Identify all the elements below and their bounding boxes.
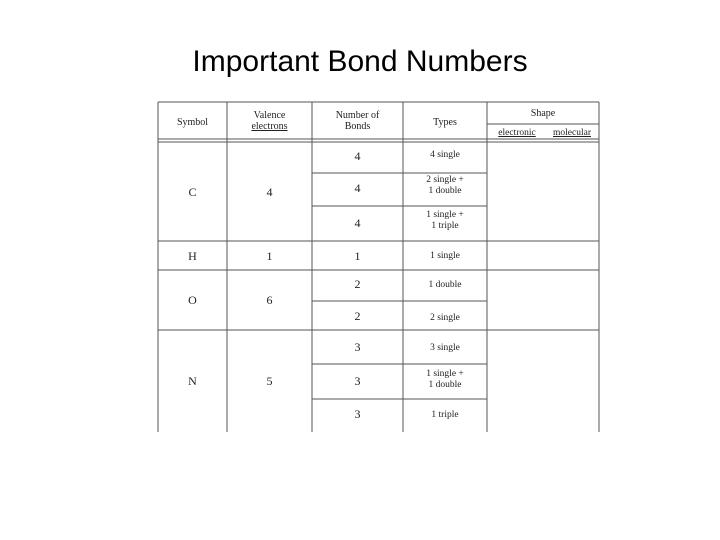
types-cell [403,175,487,197]
bonds-cell: 2 [354,277,361,291]
types-line1: 1 double [428,280,462,290]
symbol-cell-n: N [188,374,197,388]
bonds-cell: 3 [354,374,361,388]
types-line2: 1 double [428,380,462,390]
types-cell [403,410,487,421]
types-cell [403,251,487,262]
bonds-cell: 4 [354,149,361,163]
page-title: Important Bond Numbers [192,45,528,78]
types-line2: 1 triple [431,221,459,231]
types-cell [403,313,487,324]
types-cell [403,210,487,232]
bonds-cell: 3 [354,407,361,421]
header-shape-molecular: molecular [553,128,591,138]
header-bonds-line2: Bonds [344,121,371,132]
types-line1: 2 single [430,313,460,323]
types-cell [403,343,487,354]
valence-cell-n: 5 [266,374,273,388]
header-shape: Shape [530,108,556,119]
header-valence-line1: Valence [253,110,286,121]
types-cell [403,280,487,291]
types-line1: 2 single + [426,175,464,185]
valence-cell-h: 1 [266,249,273,263]
types-line2: 1 double [428,186,462,196]
types-line1: 3 single [430,343,460,353]
header-types: Types [433,117,457,128]
valence-cell-c: 4 [266,185,273,199]
header-bonds-line1: Number of [335,110,380,121]
header-valence-electrons [227,110,312,132]
types-line1: 1 single [430,251,460,261]
valence-cell-o: 6 [266,293,273,307]
header-valence-line2: electrons [251,121,288,132]
header-number-of-bonds [312,110,403,132]
bonds-cell: 3 [354,340,361,354]
types-cell [403,150,487,161]
bonds-cell: 2 [354,309,361,323]
bonds-cell: 4 [354,216,361,230]
bonds-cell: 4 [354,181,361,195]
symbol-cell-o: O [188,293,197,307]
header-symbol: Symbol [176,117,209,128]
bonds-cell: 1 [354,249,361,263]
symbol-cell-h: H [188,249,197,263]
types-line1: 1 single + [426,210,464,220]
symbol-cell-c: C [188,185,197,199]
types-line1: 1 triple [431,410,459,420]
types-cell [403,369,487,391]
types-line1: 1 single + [426,369,464,379]
header-shape-electronic: electronic [498,128,536,138]
types-line1: 4 single [430,150,460,160]
